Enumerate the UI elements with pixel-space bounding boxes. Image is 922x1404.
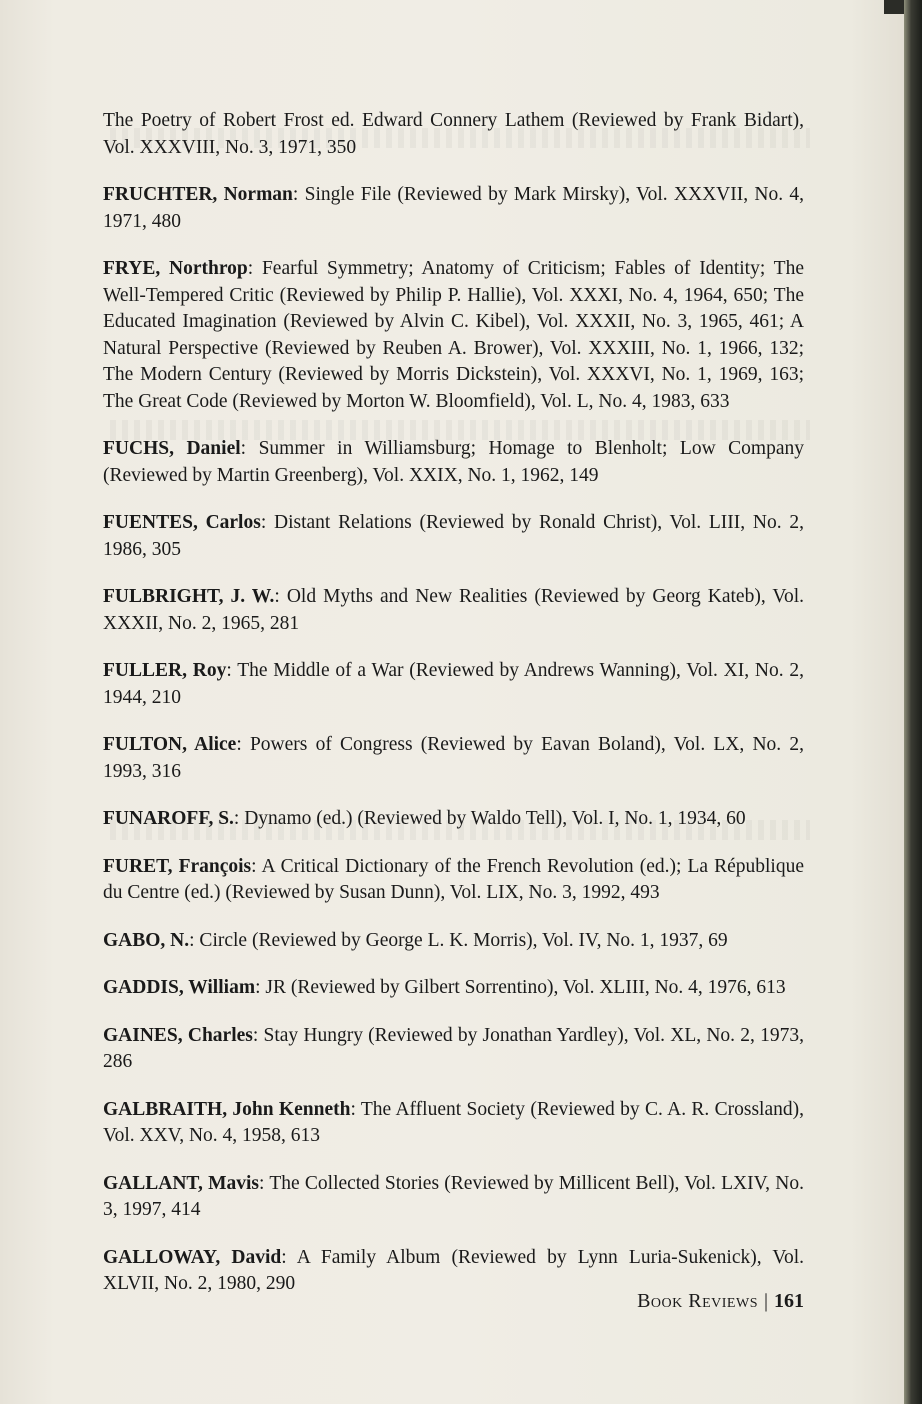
author-name: FULTON, Alice [103,734,237,755]
index-entry [103,510,804,563]
entry-text: : The Collected Stories (Reviewed by Millicent Bell), Vol. LXIV, No. 3, 1997, 414 [103,1172,804,1220]
author-name: GALLOWAY, David [103,1246,282,1268]
entry-text: : JR (Reviewed by Gilbert Sorrentino), Vol. XLIII, No. 4, 1976, 613 [255,977,786,998]
book-spine-edge [904,0,922,1404]
index-entry [103,1171,804,1224]
index-entry [103,732,804,785]
entry-text: : Circle (Reviewed by George L. K. Morris), Vol. IV, No. 1, 1937, 69 [189,929,728,951]
author-name: GADDIS, William [103,977,256,998]
index-entry [103,928,804,955]
entry-text: : Single File (Reviewed by Mark Mirsky), Vol. XXXVII, No. 4, 1971, 480 [103,184,804,232]
page-footer [580,1290,804,1313]
index-entry [103,975,804,1002]
author-name: GALLANT, Mavis [103,1172,260,1194]
index-entry [103,854,804,907]
footer-separator: | [763,1290,768,1312]
index-entry [103,1023,804,1076]
index-entry [103,658,804,711]
index-entry [103,1097,804,1150]
entry-text: : Distant Relations (Reviewed by Ronald Christ), Vol. LIII, No. 2, 1986, 305 [103,512,804,560]
index-entry [103,806,804,833]
author-name: FURET, François [103,855,252,877]
entry-text: : A Family Album (Reviewed by Lynn Luria-Sukenick), Vol. XLVII, No. 2, 1980, 290 [103,1246,804,1294]
author-name: GABO, N. [103,929,190,951]
author-name: FUENTES, Carlos [103,512,261,533]
running-section-title: Book Reviews [637,1290,758,1312]
author-name: FULLER, Roy [103,660,227,681]
index-entry [103,182,804,235]
entry-text: : Stay Hungry (Reviewed by Jonathan Yardley), Vol. XL, No. 2, 1973, 286 [103,1024,804,1072]
entry-text: The Poetry of Robert Frost ed. Edward Connery Lathem (Reviewed by Frank Bidart), Vol. XXXVIII, No. 3, 1971, 350 [103,110,804,158]
scan-corner-shadow [884,0,904,14]
author-name: FRYE, Northrop [103,258,248,279]
index-entry [103,436,804,489]
index-entry [103,256,804,415]
page-number: 161 [774,1290,804,1312]
index-entry [103,584,804,637]
entry-text: : The Affluent Society (Reviewed by C. A. R. Crossland), Vol. XXV, No. 4, 1958, 613 [103,1098,805,1146]
author-name: FRUCHTER, Norman [103,184,293,205]
entry-text: : The Middle of a War (Reviewed by Andrews Wanning), Vol. XI, No. 2, 1944, 210 [103,660,805,708]
entry-text: : Summer in Williamsburg; Homage to Blenholt; Low Company (Reviewed by Martin Greenberg), Vol. XXIX, No. 1, 1962, 149 [103,438,804,486]
review-index-entries [103,108,804,1319]
entry-text: : Fearful Symmetry; Anatomy of Criticism; Fables of Identity; The Well-Tempered Critic (Reviewed by Philip P. Hallie), Vol. XXXI, No. 4, 1964, 650; The Educated Imagination (Reviewed by Alvin C. Kibel), Vol. XXXII, No. 3, 1965, 461; A Natural Perspective (Reviewed by Reuben A. Brower), Vol. XXXIII, No. 1, 1966, 132; The Modern Century (Reviewed by Morris Dickstein), Vol. XXXVI, No. 1, 1969, 163; The Great Code (Reviewed by Morton W. Bloomfield), Vol. L, No. 4, 1983, 633 [103,258,804,412]
author-name: GAINES, Charles [103,1024,253,1046]
entry-text: : A Critical Dictionary of the French Revolution (ed.); La République du Centre (ed.) (Reviewed by Susan Dunn), Vol. LIX, No. 3, 1992, 493 [103,855,804,903]
author-name: FULBRIGHT, J. W. [103,586,275,607]
entry-text: : Old Myths and New Realities (Reviewed by Georg Kateb), Vol. XXXII, No. 2, 1965, 281 [103,586,805,634]
author-name: FUCHS, Daniel [103,438,241,459]
index-entry [103,108,804,161]
entry-text: : Dynamo (ed.) (Reviewed by Waldo Tell), Vol. I, No. 1, 1934, 60 [233,808,746,829]
author-name: FUNAROFF, S. [103,808,234,829]
entry-text: : Powers of Congress (Reviewed by Eavan Boland), Vol. LX, No. 2, 1993, 316 [103,734,804,782]
author-name: GALBRAITH, John Kenneth [103,1098,351,1120]
